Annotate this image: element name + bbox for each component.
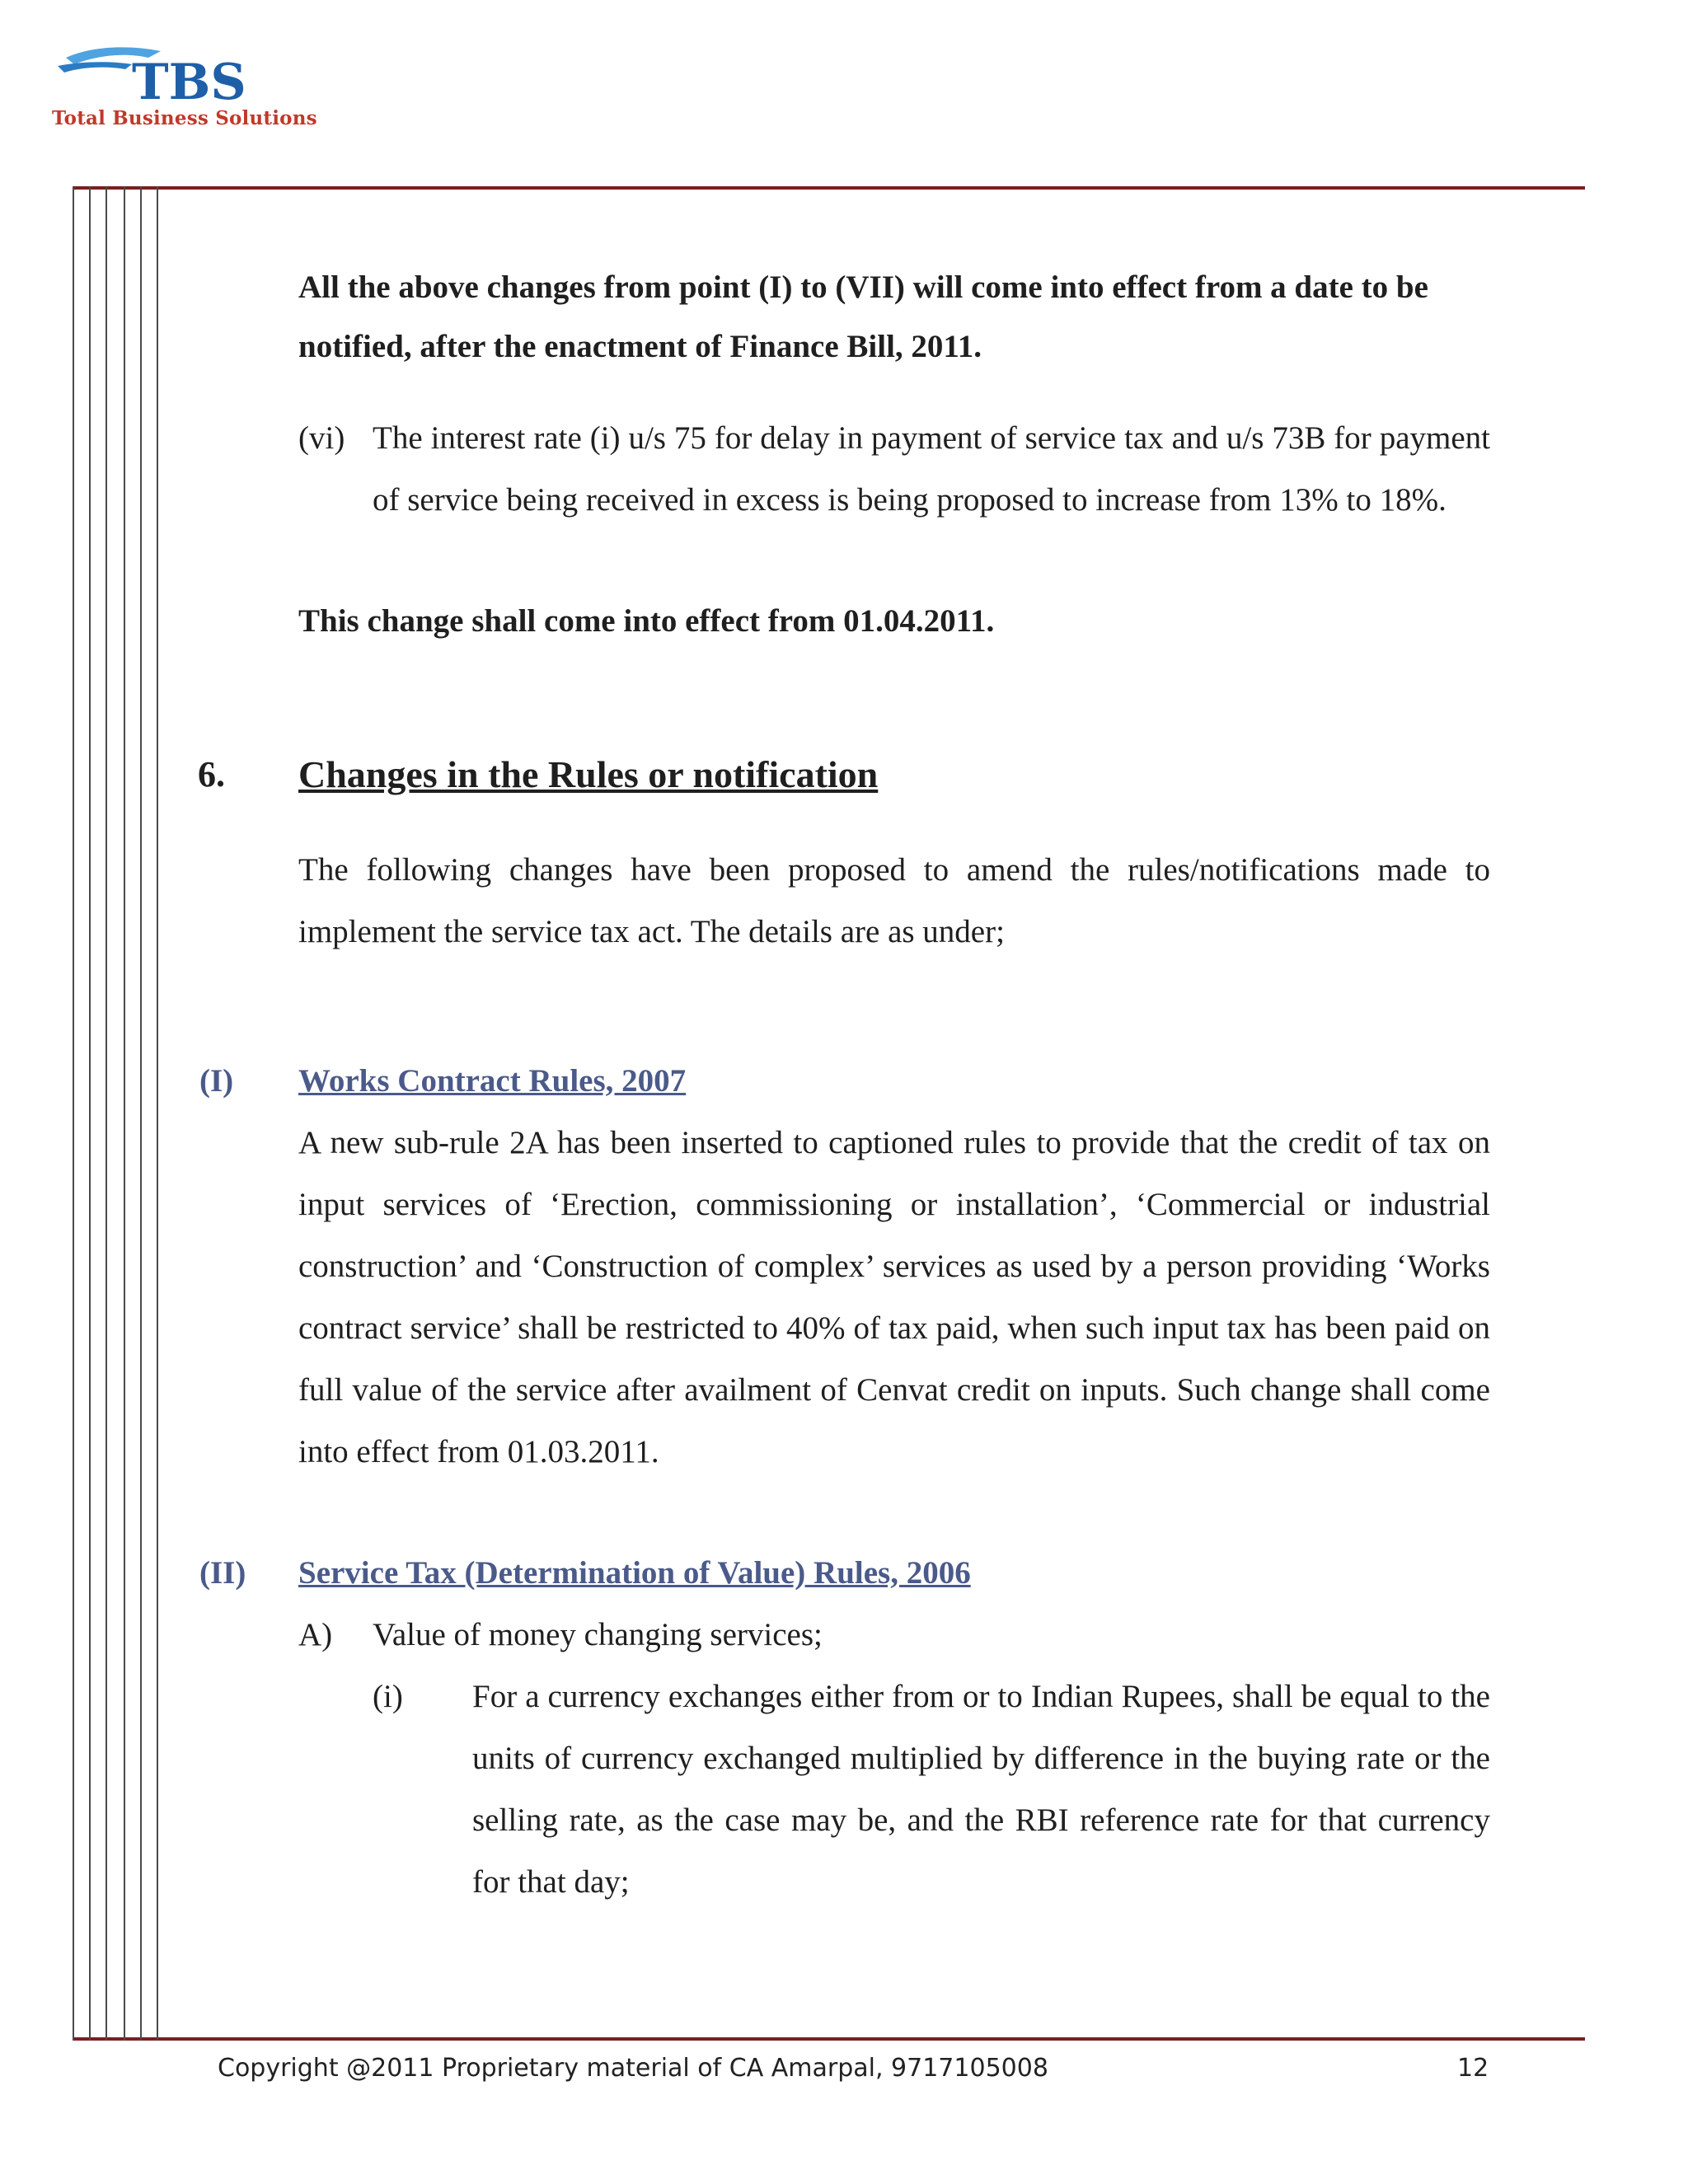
bold-note: All the above changes from point (I) to (VII) will come into effect from a date to be notified, after the enactment of Finance Bill, 2011. [298,269,1428,364]
subsection-title: Service Tax (Determination of Value) Rules, 2006 [298,1555,971,1591]
item-a-text: Value of money changing services; [373,1617,823,1652]
logo-mark-icon [49,40,346,105]
footer-copyright: Copyright @2011 Proprietary material of CA Amarpal, 9717105008 [218,2054,1048,2083]
section-intro: The following changes have been proposed to amend the rules/notifications made to implement the service tax act. The details are as under; [298,852,1490,949]
item-vi-text: The interest rate (i) u/s 75 for delay in payment of service tax and u/s 73B for payment of service being received in excess is being proposed to increase from 13% to 18%. [373,420,1490,518]
margin-line [140,186,142,2041]
section-title: Changes in the Rules or notification [298,753,879,795]
margin-line [89,186,91,2041]
section-number: 6. [198,754,225,794]
margin-line [73,186,74,2041]
company-logo [49,40,346,138]
logo-tagline: Total Business Solutions [52,107,317,129]
subsection-marker: (II) [199,1555,246,1591]
subsection-text: A new sub-rule 2A has been inserted to captioned rules to provide that the credit of tax on input services of ‘Erection, commissioning or installation’, ‘Commercial or industrial construction’ and ‘Construction of complex’ services as used by a person providing ‘Works contract service’ shall be restricted to 40% of tax paid, when such input tax has been paid on full value of the service after availment of Cenvat credit on inputs. Such change shall come into effect from 01.03.2011. [298,1125,1490,1469]
item-marker: (vi) [298,420,345,456]
header-rule [73,186,1585,190]
page-number: 12 [1457,2054,1489,2083]
margin-line [124,186,125,2041]
item-marker: A) [298,1617,333,1652]
subsection-marker: (I) [199,1063,234,1099]
margin-line [157,186,158,2041]
subsection-title: Works Contract Rules, 2007 [298,1063,687,1099]
item-marker: (i) [373,1679,403,1714]
item-i-text: For a currency exchanges either from or to Indian Rupees, shall be equal to the units of currency exchanged multiplied by difference in the buying rate or the selling rate, as the case may be, and the RBI reference rate for that currency for that day; [472,1679,1490,1900]
margin-line [106,186,107,2041]
logo-text: TBS [132,54,246,105]
effect-note: This change shall come into effect from 01.04.2011. [298,603,995,639]
footer-rule [73,2037,1585,2041]
